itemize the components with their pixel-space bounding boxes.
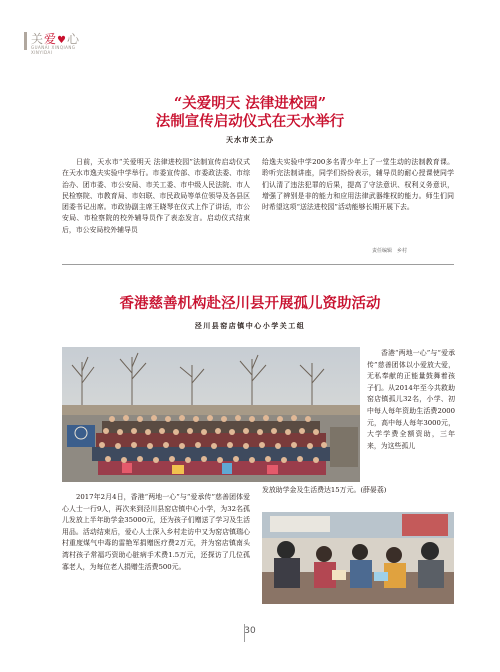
article1-paragraph-col2: 给逸夫实验中学200多名青少年上了一堂生动的法制教育课。聆听完法制讲座，同学们纷纷表示，辅导员的耐心授课使同学们认清了违法犯罪的后果，提高了守法意识、权利义务意识，增强了辨别是非的能力和应用法律武器维权的能力。师生们同时希望这项“送法进校园”活动能够长期开展下去。	[262, 158, 454, 212]
heart-icon: ♥	[57, 35, 67, 46]
group-photo	[62, 347, 360, 482]
article1-byline: 天水市关工办	[226, 135, 274, 144]
article2-paragraph: 2017年2月4日，香港“两地一心”与“爱承传”慈善团体爱心人士一行9人，再次来到泾川县窑店镇中心小学，为32名孤儿发放上半年助学金35000元，还为孩子们赠送了学习及生活用品。活动结束后，爱心人士深入乡村走访中又为窑店镇瑞心村重度煤气中毒的雷艳军捐赠医疗费2万元，并为窑店镇南头湾村孩子常福巧资助心脏病手术费1.5万元，还探访了几位孤寡老人，为每位老人捐赠生活费500元。	[62, 493, 250, 571]
editor-credit: 责任编辑 乡村	[372, 248, 408, 254]
column-header	[24, 30, 144, 54]
classroom-photo	[262, 512, 454, 604]
column-pinyin-line1: GUANAI XINQIANG	[31, 45, 76, 50]
article1-title-line2: 法制宣传启动仪式在天水举行	[155, 113, 345, 130]
column-pinyin	[31, 45, 76, 55]
article1-paragraph-col1: 日前，天水市“关爱明天 法律进校园”法制宣传启动仪式在天水市逸夫实验中学举行。市委宣传部、市委政法委、市综治办、团市委、市公安局、市关工委、市中级人民法院、市人民检察院、市教育局、市妇联、市民政局等单位领导及各县区团委书记出席。市政协副主席王晓琴在仪式上作了讲话，市公安局、市检察院的校外辅导员作了表态发言。启动仪式结束后，市公安局校外辅导员	[62, 158, 250, 234]
section-divider	[62, 264, 454, 265]
column-pinyin-line2: XINYIDAI	[31, 50, 53, 55]
column-name-accent: 爱	[44, 32, 58, 46]
page-number: 30	[244, 626, 256, 636]
classroom-photo-image	[262, 512, 454, 604]
article1-title-line1: “关爱明天 法律进校园”	[173, 95, 327, 112]
column-name-left: 关	[31, 32, 45, 46]
article2-title: 香港慈善机构赴泾川县开展孤儿资助活动	[119, 295, 381, 312]
header-bar	[24, 32, 27, 50]
article2-byline: 泾川县窑店镇中心小学关工组	[194, 321, 306, 330]
column-name-right: 心	[67, 32, 81, 46]
group-photo-image	[62, 347, 360, 482]
article2-side-tail: 发放助学金及生活费达15万元。(薛晏荔)	[262, 486, 387, 494]
article2-side-text: 香港“两地一心”与“爱承传”慈善团体以小爱放大爱，无私奉献的正能量鼓舞着孩子们。从2014年至今共救助窑店镇孤儿32名，小学、初中每人每年资助生活费2000元，高中每人每年3000元，大学学费全额资助，三年来，为这些孤儿	[367, 349, 455, 450]
